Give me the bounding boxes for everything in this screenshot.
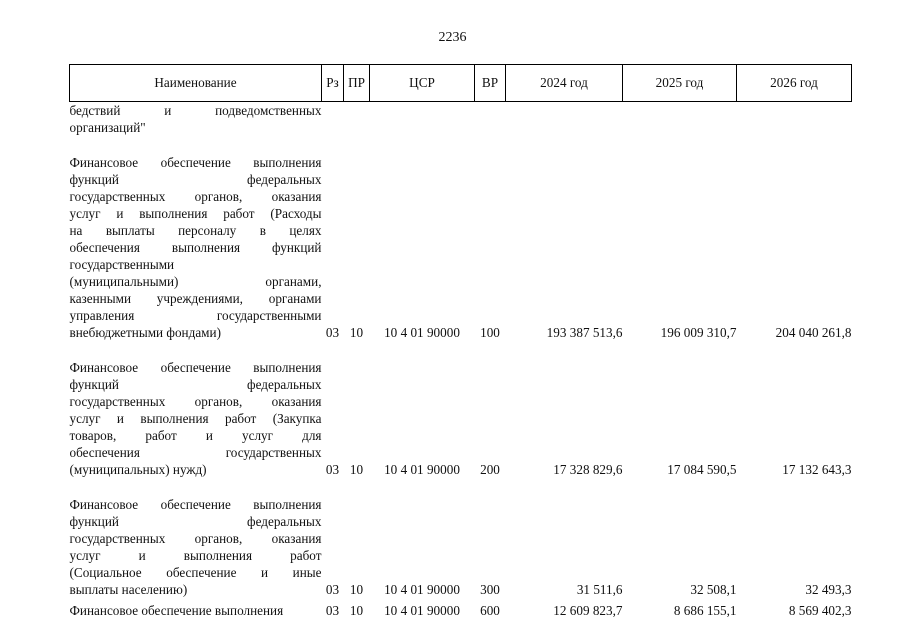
- cell-2026: 17 132 643,3: [782, 462, 852, 477]
- cell-vr: 100: [480, 325, 500, 340]
- header-2025: 2025 год: [623, 65, 737, 102]
- cell-2025: 8 686 155,1: [673, 603, 737, 618]
- name-line: организаций": [69, 120, 146, 135]
- header-name: Наименование: [70, 65, 322, 102]
- name-line: государственными: [69, 257, 175, 272]
- table-row: [70, 154, 852, 341]
- header-vr: ВР: [475, 65, 506, 102]
- cell-csr: 10 4 01 90000: [384, 462, 460, 477]
- header-2026: 2026 год: [737, 65, 852, 102]
- row-name-continuation: [70, 102, 322, 137]
- cell-pr: 10: [349, 582, 364, 597]
- name-line: Финансовое обеспечение выполнения: [69, 155, 322, 170]
- table-header-row: [70, 65, 852, 102]
- name-line: функций федеральных: [69, 172, 322, 187]
- name-line: на выплаты персоналу в целях: [69, 223, 322, 238]
- name-line: обеспечения государственных: [69, 445, 322, 460]
- header-2024: 2024 год: [506, 65, 623, 102]
- name-line: обеспечения выполнения функций: [69, 240, 322, 255]
- name-line: бедствий и подведомственных: [69, 103, 322, 118]
- name-line: услуг и выполнения работ (Расходы: [69, 206, 322, 221]
- cell-2024: 12 609 823,7: [553, 603, 623, 618]
- name-line: внебюджетными фондами): [69, 325, 221, 340]
- name-line: (муниципальными) органами,: [69, 274, 322, 289]
- cell-rz: 03: [325, 582, 340, 597]
- cell-2025: 32 508,1: [690, 582, 737, 597]
- name-line: государственных органов, оказания: [69, 189, 322, 204]
- cell-vr: 300: [480, 582, 500, 597]
- name-line: управления государственными: [69, 308, 322, 323]
- cell-2024: 17 328 829,6: [553, 462, 623, 477]
- name-line: товаров, работ и услуг для: [69, 428, 322, 443]
- cell-pr: 10: [349, 462, 364, 477]
- row-name: [70, 359, 322, 478]
- header-pr: ПР: [344, 65, 370, 102]
- page-number: 2236: [438, 30, 467, 45]
- header-rz: Рз: [322, 65, 344, 102]
- row-name: [70, 496, 322, 598]
- name-line: Финансовое обеспечение выполнения: [69, 603, 284, 618]
- name-line: услуг и выполнения работ (Закупка: [69, 411, 322, 426]
- cell-2026: 32 493,3: [805, 582, 852, 597]
- name-line: услуг и выполнения работ: [69, 548, 322, 563]
- header-csr: ЦСР: [370, 65, 475, 102]
- name-line: (Социальное обеспечение и иные: [69, 565, 322, 580]
- cell-csr: 10 4 01 90000: [384, 603, 460, 618]
- cell-2025: 196 009 310,7: [660, 325, 737, 340]
- cell-pr: 10: [349, 325, 364, 340]
- row-name: [70, 154, 322, 341]
- name-line: казенными учреждениями, органами: [69, 291, 322, 306]
- name-line: функций федеральных: [69, 377, 322, 392]
- cell-rz: 03: [325, 325, 340, 340]
- cell-2024: 193 387 513,6: [546, 325, 623, 340]
- cell-2026: 204 040 261,8: [775, 325, 852, 340]
- cell-2024: 31 511,6: [576, 582, 623, 597]
- name-line: выплаты населению): [69, 582, 188, 597]
- cell-2025: 17 084 590,5: [667, 462, 737, 477]
- budget-table: [69, 64, 852, 619]
- name-line: государственных органов, оказания: [69, 394, 322, 409]
- cell-2026: 8 569 402,3: [788, 603, 852, 618]
- name-line: Финансовое обеспечение выполнения: [69, 497, 322, 512]
- table-row: [70, 602, 852, 619]
- table-row: [70, 359, 852, 478]
- cell-vr: 200: [480, 462, 500, 477]
- name-line: функций федеральных: [69, 514, 322, 529]
- cell-csr: 10 4 01 90000: [384, 325, 460, 340]
- cell-csr: 10 4 01 90000: [384, 582, 460, 597]
- table-row: [70, 496, 852, 598]
- name-line: государственных органов, оказания: [69, 531, 322, 546]
- cell-pr: 10: [349, 603, 364, 618]
- row-name: [70, 602, 322, 619]
- cell-vr: 600: [480, 603, 500, 618]
- name-line: Финансовое обеспечение выполнения: [69, 360, 322, 375]
- cell-rz: 03: [325, 462, 340, 477]
- cell-rz: 03: [325, 603, 340, 618]
- name-line: (муниципальных) нужд): [69, 462, 207, 477]
- table-row-continuation: [70, 102, 852, 137]
